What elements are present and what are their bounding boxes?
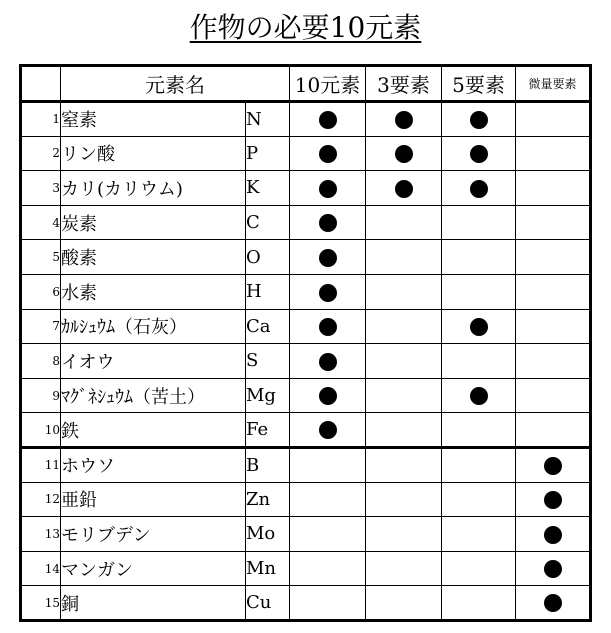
element-name: 鉄 [61, 413, 246, 448]
mark-5-elements-cell [442, 240, 516, 275]
row-number: 7 [21, 309, 61, 344]
filled-circle-icon [544, 560, 562, 578]
element-symbol: N [246, 102, 290, 137]
header-3-elements: 3要素 [366, 66, 442, 102]
mark-5-elements-cell [442, 551, 516, 586]
row-number: 15 [21, 586, 61, 621]
table-body [21, 102, 591, 621]
mark-10-elements-cell [290, 378, 366, 413]
mark-10-elements-cell [290, 482, 366, 517]
mark-trace-elements-cell [516, 447, 591, 482]
mark-10-elements-cell [290, 309, 366, 344]
mark-trace-elements-cell [516, 482, 591, 517]
mark-3-elements-cell [366, 205, 442, 240]
element-name: 亜鉛 [61, 482, 246, 517]
table-row [21, 447, 591, 482]
filled-circle-icon [319, 249, 337, 267]
table-row [21, 171, 591, 206]
mark-3-elements-cell [366, 309, 442, 344]
mark-trace-elements-cell [516, 413, 591, 448]
filled-circle-icon [544, 594, 562, 612]
page-title: 作物の必要10元素 [189, 11, 422, 44]
table-row [21, 102, 591, 137]
mark-5-elements-cell [442, 586, 516, 621]
filled-circle-icon [319, 214, 337, 232]
row-number: 1 [21, 102, 61, 137]
mark-10-elements-cell [290, 517, 366, 552]
table-row [21, 136, 591, 171]
filled-circle-icon [319, 145, 337, 163]
mark-10-elements-cell [290, 586, 366, 621]
element-symbol: Fe [246, 413, 290, 448]
mark-3-elements-cell [366, 517, 442, 552]
mark-10-elements-cell [290, 171, 366, 206]
row-number: 4 [21, 205, 61, 240]
element-symbol: Zn [246, 482, 290, 517]
mark-trace-elements-cell [516, 274, 591, 309]
mark-trace-elements-cell [516, 586, 591, 621]
mark-5-elements-cell [442, 482, 516, 517]
mark-5-elements-cell [442, 102, 516, 137]
mark-trace-elements-cell [516, 378, 591, 413]
row-number: 3 [21, 171, 61, 206]
element-symbol: Cu [246, 586, 290, 621]
table-row [21, 205, 591, 240]
filled-circle-icon [544, 457, 562, 475]
element-name: 炭素 [61, 205, 246, 240]
element-symbol: Ca [246, 309, 290, 344]
table-row [21, 413, 591, 448]
element-symbol: C [246, 205, 290, 240]
mark-10-elements-cell [290, 205, 366, 240]
mark-10-elements-cell [290, 344, 366, 379]
element-symbol: B [246, 447, 290, 482]
mark-5-elements-cell [442, 171, 516, 206]
mark-10-elements-cell [290, 551, 366, 586]
mark-3-elements-cell [366, 274, 442, 309]
mark-3-elements-cell [366, 136, 442, 171]
mark-3-elements-cell [366, 102, 442, 137]
filled-circle-icon [319, 318, 337, 336]
table-row [21, 309, 591, 344]
row-number: 6 [21, 274, 61, 309]
filled-circle-icon [470, 180, 488, 198]
row-number: 12 [21, 482, 61, 517]
row-number: 8 [21, 344, 61, 379]
header-element-name: 元素名 [61, 66, 290, 102]
element-symbol: S [246, 344, 290, 379]
mark-trace-elements-cell [516, 136, 591, 171]
mark-3-elements-cell [366, 586, 442, 621]
element-symbol: H [246, 274, 290, 309]
filled-circle-icon [544, 491, 562, 509]
mark-5-elements-cell [442, 378, 516, 413]
table-row [21, 274, 591, 309]
mark-3-elements-cell [366, 551, 442, 586]
header-trace-elements: 微量要素 [516, 66, 591, 102]
filled-circle-icon [319, 111, 337, 129]
mark-trace-elements-cell [516, 240, 591, 275]
filled-circle-icon [395, 180, 413, 198]
element-name: 銅 [61, 586, 246, 621]
element-name: リン酸 [61, 136, 246, 171]
mark-3-elements-cell [366, 482, 442, 517]
filled-circle-icon [470, 318, 488, 336]
filled-circle-icon [544, 526, 562, 544]
mark-3-elements-cell [366, 378, 442, 413]
row-number: 2 [21, 136, 61, 171]
mark-trace-elements-cell [516, 309, 591, 344]
element-name: カリ(カリウム) [61, 171, 246, 206]
element-name: ホウソ [61, 447, 246, 482]
mark-3-elements-cell [366, 447, 442, 482]
mark-10-elements-cell [290, 240, 366, 275]
element-symbol: K [246, 171, 290, 206]
element-symbol: Mo [246, 517, 290, 552]
table-row [21, 378, 591, 413]
table-row [21, 240, 591, 275]
element-name: イオウ [61, 344, 246, 379]
table-row [21, 344, 591, 379]
filled-circle-icon [319, 284, 337, 302]
element-name: マンガン [61, 551, 246, 586]
table-row [21, 482, 591, 517]
filled-circle-icon [395, 111, 413, 129]
mark-10-elements-cell [290, 447, 366, 482]
header-5-elements: 5要素 [442, 66, 516, 102]
element-symbol: P [246, 136, 290, 171]
elements-table [19, 64, 592, 622]
row-number: 13 [21, 517, 61, 552]
element-name: ﾏｸﾞﾈｼｭｳﾑ（苦土） [61, 378, 246, 413]
mark-trace-elements-cell [516, 517, 591, 552]
element-name: ｶﾙｼｭｳﾑ（石灰） [61, 309, 246, 344]
mark-10-elements-cell [290, 136, 366, 171]
mark-10-elements-cell [290, 413, 366, 448]
filled-circle-icon [470, 387, 488, 405]
mark-10-elements-cell [290, 102, 366, 137]
mark-5-elements-cell [442, 344, 516, 379]
mark-trace-elements-cell [516, 102, 591, 137]
element-name: 窒素 [61, 102, 246, 137]
mark-5-elements-cell [442, 205, 516, 240]
mark-5-elements-cell [442, 136, 516, 171]
mark-5-elements-cell [442, 309, 516, 344]
mark-trace-elements-cell [516, 205, 591, 240]
filled-circle-icon [470, 145, 488, 163]
filled-circle-icon [319, 421, 337, 439]
table-row [21, 517, 591, 552]
row-number: 11 [21, 447, 61, 482]
mark-trace-elements-cell [516, 551, 591, 586]
element-symbol: Mg [246, 378, 290, 413]
row-number: 5 [21, 240, 61, 275]
mark-trace-elements-cell [516, 171, 591, 206]
row-number: 10 [21, 413, 61, 448]
header-num [21, 66, 61, 102]
element-name: 酸素 [61, 240, 246, 275]
table-row [21, 551, 591, 586]
element-name: モリブデン [61, 517, 246, 552]
mark-3-elements-cell [366, 240, 442, 275]
mark-3-elements-cell [366, 344, 442, 379]
row-number: 14 [21, 551, 61, 586]
table-row [21, 586, 591, 621]
filled-circle-icon [319, 353, 337, 371]
header-row [21, 66, 591, 102]
header-10-elements: 10元素 [290, 66, 366, 102]
filled-circle-icon [319, 387, 337, 405]
filled-circle-icon [470, 111, 488, 129]
mark-5-elements-cell [442, 413, 516, 448]
mark-3-elements-cell [366, 171, 442, 206]
mark-10-elements-cell [290, 274, 366, 309]
element-symbol: Mn [246, 551, 290, 586]
element-name: 水素 [61, 274, 246, 309]
mark-3-elements-cell [366, 413, 442, 448]
element-symbol: O [246, 240, 290, 275]
row-number: 9 [21, 378, 61, 413]
mark-5-elements-cell [442, 447, 516, 482]
filled-circle-icon [395, 145, 413, 163]
mark-trace-elements-cell [516, 344, 591, 379]
filled-circle-icon [319, 180, 337, 198]
mark-5-elements-cell [442, 274, 516, 309]
mark-5-elements-cell [442, 517, 516, 552]
